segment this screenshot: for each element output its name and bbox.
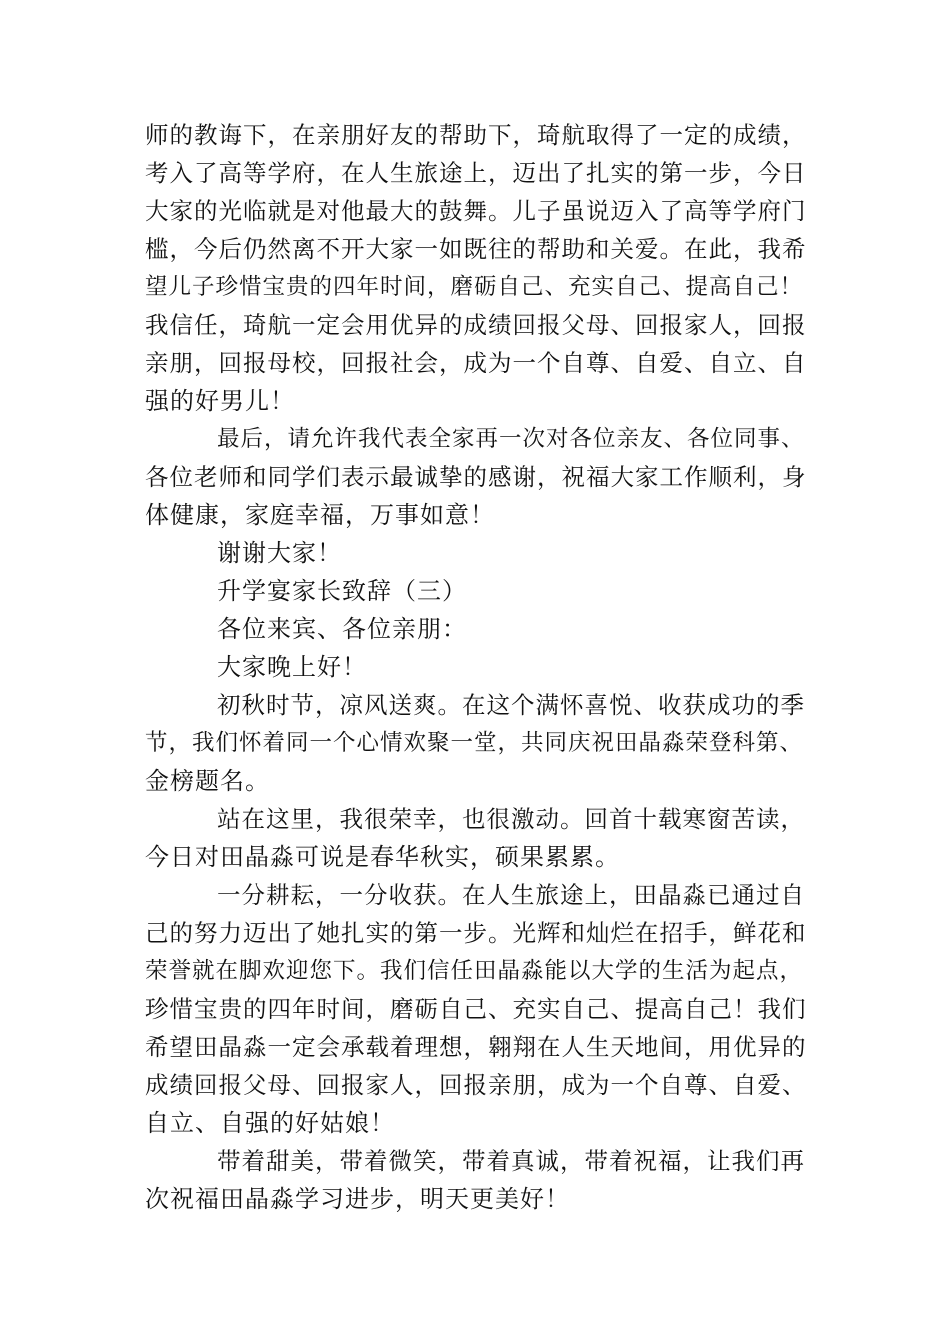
text-line: 考入了高等学府，在人生旅途上，迈出了扎实的第一步，今日 bbox=[145, 159, 807, 187]
text-line: 珍惜宝贵的四年时间，磨砺自己、充实自己、提高自己！我们 bbox=[145, 995, 807, 1023]
document-body bbox=[145, 116, 815, 1218]
text-line: 今日对田晶淼可说是春华秋实，硕果累累。 bbox=[145, 843, 620, 871]
section-heading: 升学宴家长致辞（三） bbox=[217, 577, 467, 605]
text-line: 各位来宾、各位亲朋： bbox=[217, 615, 467, 643]
text-line: 望儿子珍惜宝贵的四年时间，磨砺自己、充实自己、提高自己！ bbox=[145, 274, 804, 300]
text-line: 荣誉就在脚欢迎您下。我们信任田晶淼能以大学的生活为起点， bbox=[145, 958, 804, 984]
text-line: 大家的光临就是对他最大的鼓舞。儿子虽说迈入了高等学府门 bbox=[145, 197, 807, 225]
text-line: 站在这里，我很荣幸，也很激动。回首十载寒窗苦读， bbox=[217, 805, 805, 833]
text-line: 成绩回报父母、回报家人，回报亲朋，成为一个自尊、自爱、 bbox=[145, 1071, 807, 1099]
text-line: 谢谢大家！ bbox=[217, 539, 342, 567]
text-line: 节，我们怀着同一个心情欢聚一堂，共同庆祝田晶淼荣登科第、 bbox=[145, 730, 804, 756]
text-line: 次祝福田晶淼学习进步，明天更美好！ bbox=[145, 1185, 570, 1213]
text-line: 师的教诲下，在亲朋好友的帮助下，琦航取得了一定的成绩， bbox=[145, 121, 807, 149]
text-line: 自立、自强的好姑娘！ bbox=[145, 1109, 395, 1137]
text-line: 大家晚上好！ bbox=[217, 653, 367, 681]
text-line: 我信任，琦航一定会用优异的成绩回报父母、回报家人，回报 bbox=[145, 311, 807, 339]
text-line: 强的好男儿！ bbox=[145, 387, 295, 415]
text-line: 己的努力迈出了她扎实的第一步。光辉和灿烂在招手，鲜花和 bbox=[145, 919, 807, 947]
text-line: 槛，今后仍然离不开大家一如既往的帮助和关爱。在此，我希 bbox=[145, 235, 807, 263]
text-line: 希望田晶淼一定会承载着理想，翱翔在人生天地间，用优异的 bbox=[145, 1033, 807, 1061]
text-line: 金榜题名。 bbox=[145, 767, 270, 795]
text-line: 最后，请允许我代表全家再一次对各位亲友、各位同事、 bbox=[217, 426, 805, 452]
text-line: 一分耕耘，一分收获。在人生旅途上，田晶淼已通过自 bbox=[217, 881, 805, 909]
text-line: 亲朋，回报母校，回报社会，成为一个自尊、自爱、自立、自 bbox=[145, 349, 807, 377]
text-line: 体健康，家庭幸福，万事如意！ bbox=[145, 501, 495, 529]
text-line: 各位老师和同学们表示最诚挚的感谢，祝福大家工作顺利，身 bbox=[145, 463, 807, 491]
text-line: 初秋时节，凉风送爽。在这个满怀喜悦、收获成功的季 bbox=[217, 691, 805, 719]
text-line: 带着甜美，带着微笑，带着真诚，带着祝福，让我们再 bbox=[217, 1147, 805, 1175]
